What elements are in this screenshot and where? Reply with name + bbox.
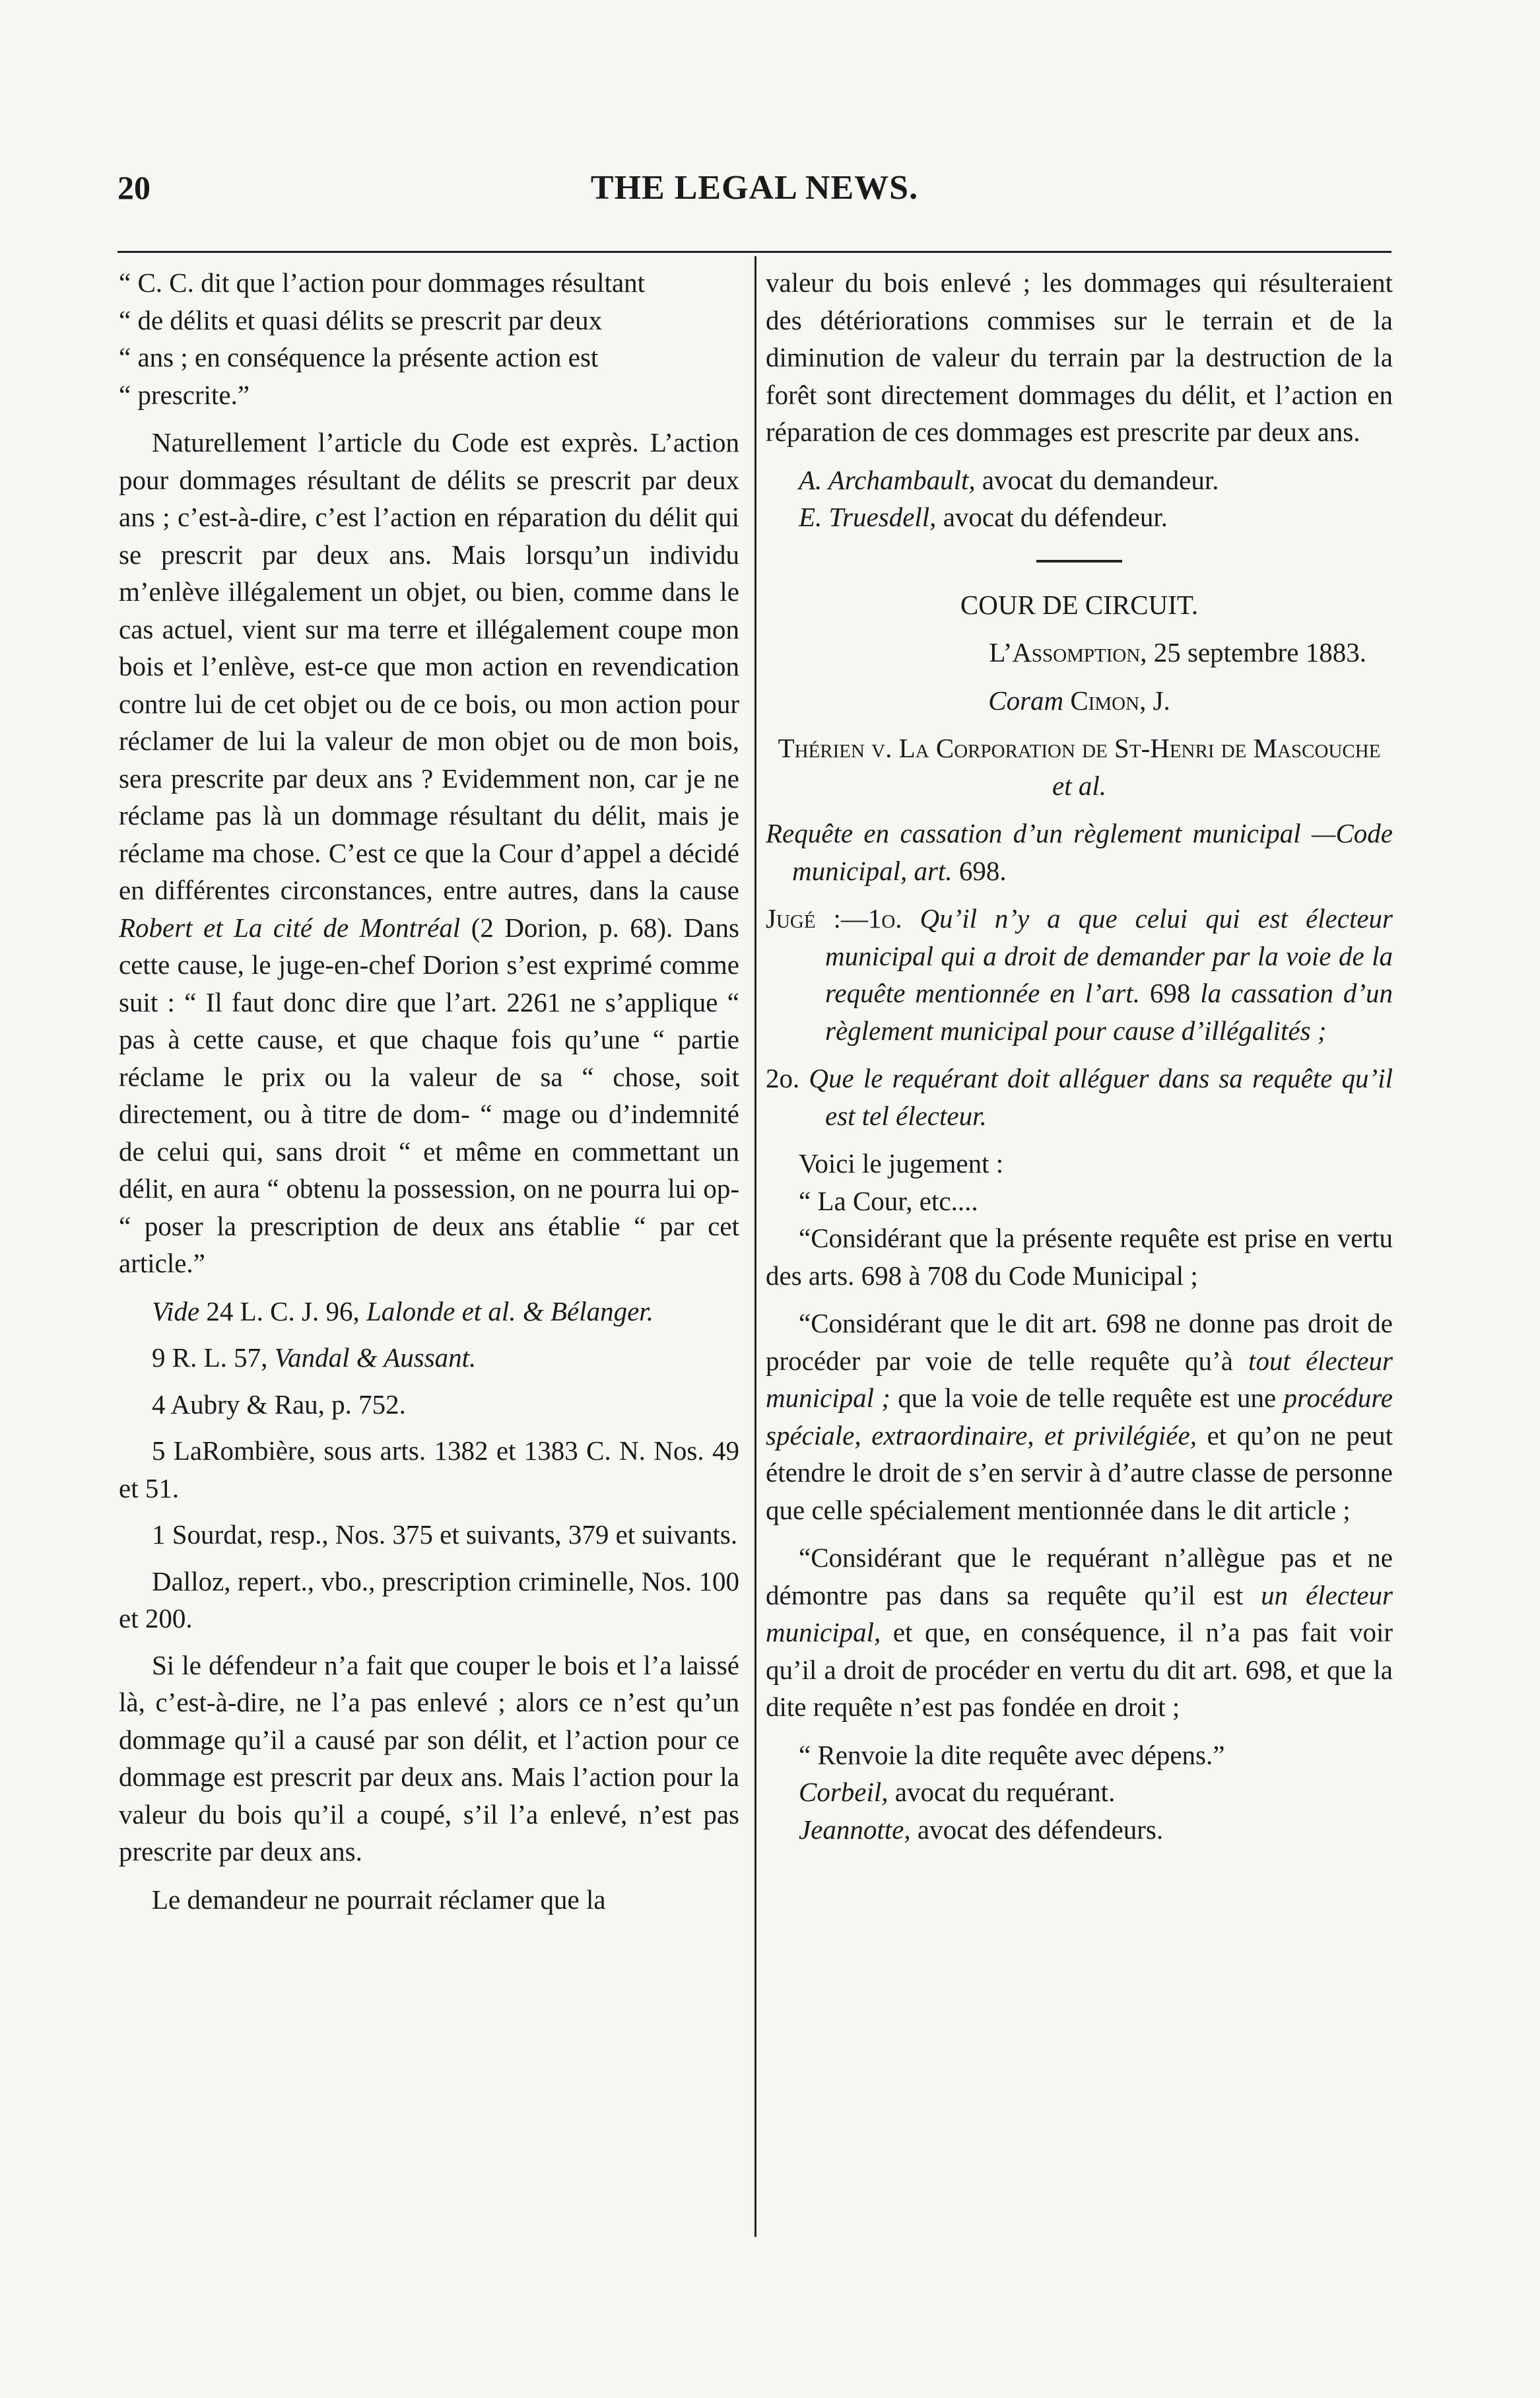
considerant <box>766 1305 1393 1528</box>
counsel-name: E. Truesdell, <box>799 502 937 532</box>
paragraph: valeur du bois enlevé ; les dommages qui résulteraient des détériorations commises sur le terrain et de la diminution de valeur du terrain par la destruction de la forêt sont directement dommages du délit, et l’action en réparation de ces dommages est prescrite par deux ans. <box>766 267 1393 447</box>
judgment-open: “ La Cour, etc.... <box>799 1185 978 1216</box>
opening-quote <box>119 264 739 413</box>
reference: 4 Aubry & Rau, p. 752. <box>152 1388 406 1420</box>
ref-citation: 9 R. L. 57, <box>152 1342 268 1373</box>
judgment-intro: Voici le jugement : <box>799 1148 1004 1179</box>
holding-label: Jugé :—1o. <box>766 903 902 934</box>
reference <box>119 1293 739 1330</box>
considerant-text: et que, en conséquence, il n’a pas fait voir qu’il a droit de procéder en vertu du dit art. 698, et que la dite requête n’est pas fondée en droit ; <box>766 1617 1393 1722</box>
holding-article: 698 <box>1149 978 1191 1008</box>
ref-case: Vandal & Aussant. <box>274 1342 477 1373</box>
headnote <box>766 815 1393 889</box>
reference <box>119 1339 739 1377</box>
coram-label: Coram <box>988 685 1064 716</box>
place-date <box>766 634 1393 671</box>
counsel-line <box>766 498 1393 536</box>
considerant: “Considérant que la présente requête est prise en vertu des arts. 698 à 708 du Code Municipal ; <box>766 1223 1393 1291</box>
paragraph: Si le défendeur n’a fait que couper le bois et l’a laissé là, c’est-à-dire, ne l’a pas enlevé ; alors ce n’est qu’un dommage qu’il a causé par son délit, et l’action pour ce dommage est prescrit par deux ans. Mais l’action pour la valeur du bois qu’il a coupé, s’il l’a enlevé, n’est pas prescrite par deux ans. <box>119 1649 739 1867</box>
right-column <box>766 264 1393 1848</box>
holding-label: 2o. <box>766 1063 800 1093</box>
quote-line: “ Il faut donc dire que l’art. 2261 ne s’applique <box>184 986 718 1017</box>
holding-text: Qu’il n’y a que celui qui est électeur municipal qui a droit de demander par la voie de la requête mentionnée en l’art. <box>825 903 1393 1008</box>
headnote-article: 698. <box>958 855 1007 886</box>
quote-line: “ pas à cette cause, et que chaque fois qu’une <box>119 986 739 1054</box>
counsel-line <box>766 1811 1393 1849</box>
counsel-role: avocat du requérant. <box>894 1777 1116 1807</box>
counsel-name: Jeannotte, <box>799 1814 911 1845</box>
parties-text: Thérien v. La Corporation de St-Henri de Mascouche <box>778 733 1381 763</box>
considerant-text: “Considérant que le requérant n’allègue pas et ne démontre pas dans sa requête qu’il est <box>766 1542 1393 1610</box>
reference: 5 LaRombière, sous arts. 1382 et 1383 C. N. Nos. 49 et 51. <box>119 1435 739 1503</box>
holding-text: Que le requérant doit alléguer dans sa requête qu’il est tel électeur. <box>809 1063 1393 1131</box>
quote-line: “ obtenu la possession, on ne pourra lui op- <box>267 1173 739 1204</box>
considerant-emphasis: tout électeur municipal ; <box>766 1345 1393 1413</box>
running-title: THE LEGAL NEWS. <box>590 169 919 207</box>
left-column <box>119 264 739 1929</box>
ref-case: Lalonde et al. & Bélanger. <box>366 1295 653 1326</box>
quote-line: “ chose, soit directement, ou à titre de dom- <box>119 1061 739 1129</box>
ref-prefix: Vide <box>152 1295 200 1326</box>
section-divider <box>1036 560 1122 563</box>
dorion-quote <box>119 987 739 1279</box>
quote-line: “ de délits et quasi délits se prescrit par deux <box>119 304 603 335</box>
paragraph: Le demandeur ne pourrait réclamer que la <box>152 1884 606 1915</box>
paragraph-text: (2 Dorion, p. 68). Dans cette cause, le juge-en-chef Dorion s’est exprimé comme suit : <box>119 912 740 1017</box>
reference: 1 Sourdat, resp., Nos. 375 et suivants, 379 et suivants. <box>152 1519 738 1550</box>
quote-line: “ prescrite.” <box>119 379 250 410</box>
reference: Dalloz, repert., vbo., prescription criminelle, Nos. 100 et 200. <box>119 1565 739 1633</box>
ref-citation: 24 L. C. J. 96, <box>206 1295 360 1326</box>
considerant-text: que la voie de telle requête est une <box>898 1383 1277 1413</box>
considerant-emphasis: un électeur municipal, <box>766 1579 1393 1647</box>
holding-1 <box>766 900 1393 1049</box>
counsel-line <box>766 462 1393 499</box>
counsel-role: avocat du défendeur. <box>943 502 1168 532</box>
counsel-name: A. Archambault, <box>799 464 976 495</box>
court-title: COUR DE CIRCUIT. <box>960 589 1199 620</box>
quote-line: “ C. C. dit que l’action pour dommages résultant <box>119 267 646 298</box>
quote-line: “ partie réclame le prix ou la valeur de sa <box>119 1024 739 1092</box>
quote-line: “ par cet article.” <box>119 1210 739 1278</box>
paragraph <box>119 424 739 1282</box>
page-header <box>117 168 1391 228</box>
judge-name: Cimon, J. <box>1070 685 1170 716</box>
paragraph-text: Naturellement l’article du Code est exprès. L’action pour dommages résultant de délits se prescrit par deux ans ; c’est-à-dire, c’est l’action en réparation du délit qui se prescrit par deux ans. Mais lorsqu’un individu m’enlève illégalement un objet, ou bien, comme dans le cas actuel, vient sur ma terre et illégalement coupe mon bois et l’enlève, est-ce que mon action en revendication contre lui de cet objet ou de ce bois, ou mon action pour réclamer de lui la valeur de mon objet ou de mon bois, sera prescrite par deux ans ? Evidemment non, car je ne réclame pas là un dommage résultant du délit, mais je réclame ma chose. C’est ce que la Cour d’appel a décidé en différentes circonstances, entre autres, dans la cause <box>119 427 739 905</box>
counsel-role: avocat des défendeurs. <box>917 1814 1164 1845</box>
column-divider <box>754 256 756 2237</box>
quote-line: “ ans ; en conséquence la présente action est <box>119 342 599 372</box>
headnote-text: Requête en cassation d’un règlement municipal —Code municipal, art. <box>766 818 1393 886</box>
coram-line <box>766 682 1393 720</box>
quote-line: “ et même en commettant un délit, en aura <box>119 1136 740 1204</box>
header-rule <box>117 251 1391 253</box>
counsel-line <box>766 1773 1393 1811</box>
case-parties <box>766 730 1393 804</box>
considerant-text: et qu’on ne peut étendre le droit de s’en servir à d’autre classe de personne que celle spécialement mentionnée dans le dit article ; <box>766 1420 1393 1525</box>
considerant-emphasis: procédure spéciale, extraordinaire, et privilégiée, <box>766 1383 1393 1451</box>
holding-text: la cassation d’un règlement municipal pour cause d’illégalités ; <box>825 978 1393 1046</box>
parties-etal: et al. <box>1052 770 1106 801</box>
holding-2 <box>766 1060 1393 1134</box>
date: 25 septembre 1883. <box>1153 637 1366 668</box>
quote-line: “ poser la prescription de deux ans établie <box>119 1210 620 1241</box>
judgment-disposition: “ Renvoie la dite requête avec dépens.” <box>799 1739 1225 1770</box>
case-name: Robert et La cité de Montréal <box>119 912 461 943</box>
quote-line: “ mage ou d’indemnité de celui qui, sans droit <box>119 1099 739 1167</box>
counsel-role: avocat du demandeur. <box>982 464 1219 495</box>
page-number: 20 <box>117 169 151 206</box>
counsel-name: Corbeil, <box>799 1777 888 1807</box>
place: L’Assomption, <box>989 637 1147 668</box>
considerant <box>766 1539 1393 1726</box>
considerant-text: “Considérant que le dit art. 698 ne donne pas droit de procéder par voie de telle requête qu’à <box>766 1308 1393 1376</box>
